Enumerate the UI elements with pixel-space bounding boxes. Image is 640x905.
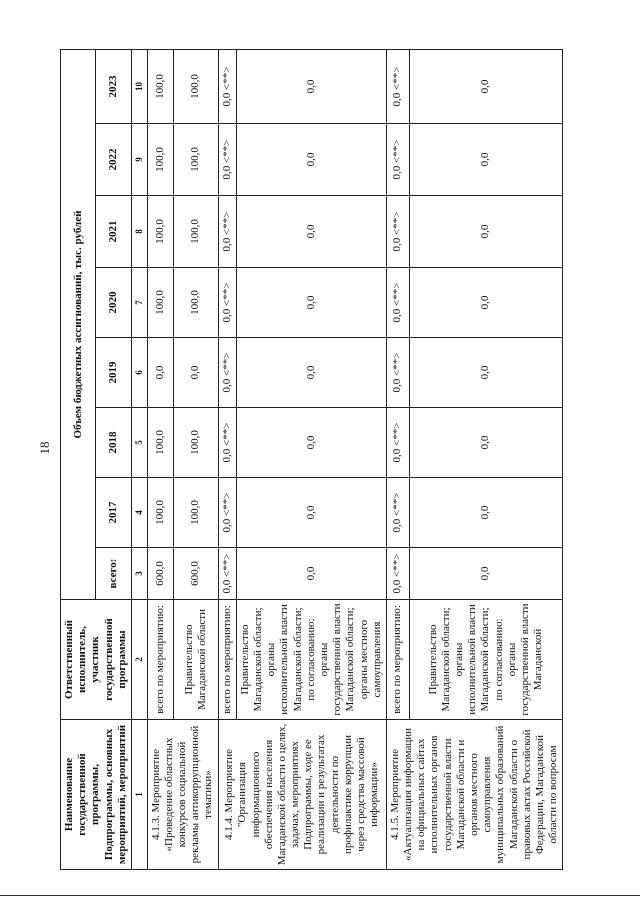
responsible-cell: Правительство Магаданской области bbox=[173, 600, 218, 720]
value-cell: 0,0 bbox=[409, 338, 563, 408]
value-cell: 0,0 <**> bbox=[218, 196, 236, 268]
value-cell: 100,0 bbox=[173, 478, 218, 548]
column-index: 4 bbox=[131, 478, 147, 548]
value-cell: 0,0 <**> bbox=[218, 268, 236, 338]
responsible-cell: всего по мероприятию: bbox=[218, 600, 236, 720]
page-number: 18 bbox=[37, 441, 52, 455]
column-index: 6 bbox=[131, 338, 147, 408]
header-year: 2020 bbox=[96, 268, 131, 338]
header-name: Наименование государственной программы, Подпрограммы, основных мероприятий, мероприятий bbox=[61, 720, 132, 870]
header-budget-group: Объем бюджетных ассигнований, тыс. рублей bbox=[61, 49, 96, 599]
index-row bbox=[131, 49, 147, 869]
responsible-cell: Правительство Магаданской области; органы исполнительной власти Магаданской области; по согласованию: органы государственной власти Магаданской bbox=[409, 600, 563, 720]
table-row bbox=[218, 49, 236, 869]
value-cell: 100,0 bbox=[147, 268, 173, 338]
value-cell: 0,0 bbox=[236, 478, 386, 548]
value-cell: 0,0 <**> bbox=[218, 338, 236, 408]
activity-name: 4.1.3. Мероприятие «Проведение областных конкурсов социальной рекламы антикоррупционной тематики» bbox=[147, 720, 218, 870]
value-cell: 0,0 <**> bbox=[386, 49, 409, 123]
activity-name: 4.1.4. Мероприятие "Организация информационного обеспечения населения Магаданской области о целях, задачах, мероприятиях Подпрограммы, ходе ее реализации и результатах деятельности по профилактике коррупции через средства массовой информации» bbox=[218, 720, 386, 870]
column-index: 1 bbox=[131, 720, 147, 870]
responsible-cell: всего по мероприятию: bbox=[147, 600, 173, 720]
header-year: 2019 bbox=[96, 338, 131, 408]
value-cell: 600,0 bbox=[173, 548, 218, 600]
value-cell: 0,0 <**> bbox=[218, 408, 236, 478]
value-cell: 0,0 bbox=[147, 338, 173, 408]
header-year: 2018 bbox=[96, 408, 131, 478]
value-cell: 0,0 <**> bbox=[386, 196, 409, 268]
column-index: 3 bbox=[131, 548, 147, 600]
value-cell: 0,0 bbox=[236, 338, 386, 408]
value-cell: 0,0 bbox=[236, 408, 386, 478]
header-year: 2017 bbox=[96, 478, 131, 548]
value-cell: 0,0 <**> bbox=[218, 124, 236, 196]
header-year: 2021 bbox=[96, 196, 131, 268]
value-cell: 100,0 bbox=[147, 49, 173, 123]
value-cell: 100,0 bbox=[173, 268, 218, 338]
value-cell: 0,0 <**> bbox=[386, 478, 409, 548]
value-cell: 100,0 bbox=[173, 124, 218, 196]
value-cell: 100,0 bbox=[147, 408, 173, 478]
value-cell: 100,0 bbox=[147, 124, 173, 196]
value-cell: 0,0 bbox=[236, 124, 386, 196]
column-index: 5 bbox=[131, 408, 147, 478]
activity-name: 4.1.5. Мероприятие «Актуализация информации на официальных сайтах исполнительных органов государственной власти Магаданской области и органов местного самоуправления муниципальных образований Магаданской области о правовых актах Российской Федерации, Магаданской области по вопросам bbox=[386, 720, 562, 870]
value-cell: 0,0 bbox=[409, 548, 563, 600]
value-cell: 100,0 bbox=[173, 408, 218, 478]
column-index: 2 bbox=[131, 600, 147, 720]
column-index: 10 bbox=[131, 49, 147, 123]
value-cell: 0,0 bbox=[409, 408, 563, 478]
value-cell: 0,0 <**> bbox=[386, 268, 409, 338]
rotated-table-container bbox=[60, 50, 620, 870]
value-cell: 100,0 bbox=[147, 196, 173, 268]
value-cell: 0,0 bbox=[236, 548, 386, 600]
value-cell: 0,0 <**> bbox=[218, 49, 236, 123]
value-cell: 0,0 bbox=[409, 49, 563, 123]
value-cell: 0,0 <**> bbox=[218, 548, 236, 600]
bottom-rule bbox=[0, 895, 640, 896]
column-index: 8 bbox=[131, 196, 147, 268]
value-cell: 0,0 bbox=[409, 478, 563, 548]
value-cell: 0,0 bbox=[409, 124, 563, 196]
header-year: 2022 bbox=[96, 124, 131, 196]
value-cell: 0,0 bbox=[236, 268, 386, 338]
responsible-cell: всего по мероприятию: bbox=[386, 600, 409, 720]
header-year: 2023 bbox=[96, 49, 131, 123]
responsible-cell: Правительство Магаданской области; органы исполнительной власти Магаданской области; по согласованию: органы государственной власти Магаданской области; органы местного самоуправления bbox=[236, 600, 386, 720]
header-row bbox=[61, 49, 96, 869]
value-cell: 100,0 bbox=[173, 49, 218, 123]
value-cell: 0,0 bbox=[409, 268, 563, 338]
value-cell: 0,0 bbox=[236, 49, 386, 123]
value-cell: 0,0 bbox=[173, 338, 218, 408]
value-cell: 0,0 <**> bbox=[218, 478, 236, 548]
value-cell: 600,0 bbox=[147, 548, 173, 600]
header-total: всего: bbox=[96, 548, 131, 600]
table-row bbox=[386, 49, 409, 869]
table-row bbox=[147, 49, 173, 869]
value-cell: 100,0 bbox=[147, 478, 173, 548]
value-cell: 100,0 bbox=[173, 196, 218, 268]
value-cell: 0,0 <**> bbox=[386, 408, 409, 478]
header-responsible: Ответственный исполнитель, участник государственной программы bbox=[61, 600, 132, 720]
column-index: 9 bbox=[131, 124, 147, 196]
value-cell: 0,0 <**> bbox=[386, 548, 409, 600]
budget-table bbox=[60, 49, 563, 870]
column-index: 7 bbox=[131, 268, 147, 338]
value-cell: 0,0 <**> bbox=[386, 124, 409, 196]
value-cell: 0,0 <**> bbox=[386, 338, 409, 408]
value-cell: 0,0 bbox=[409, 196, 563, 268]
value-cell: 0,0 bbox=[236, 196, 386, 268]
